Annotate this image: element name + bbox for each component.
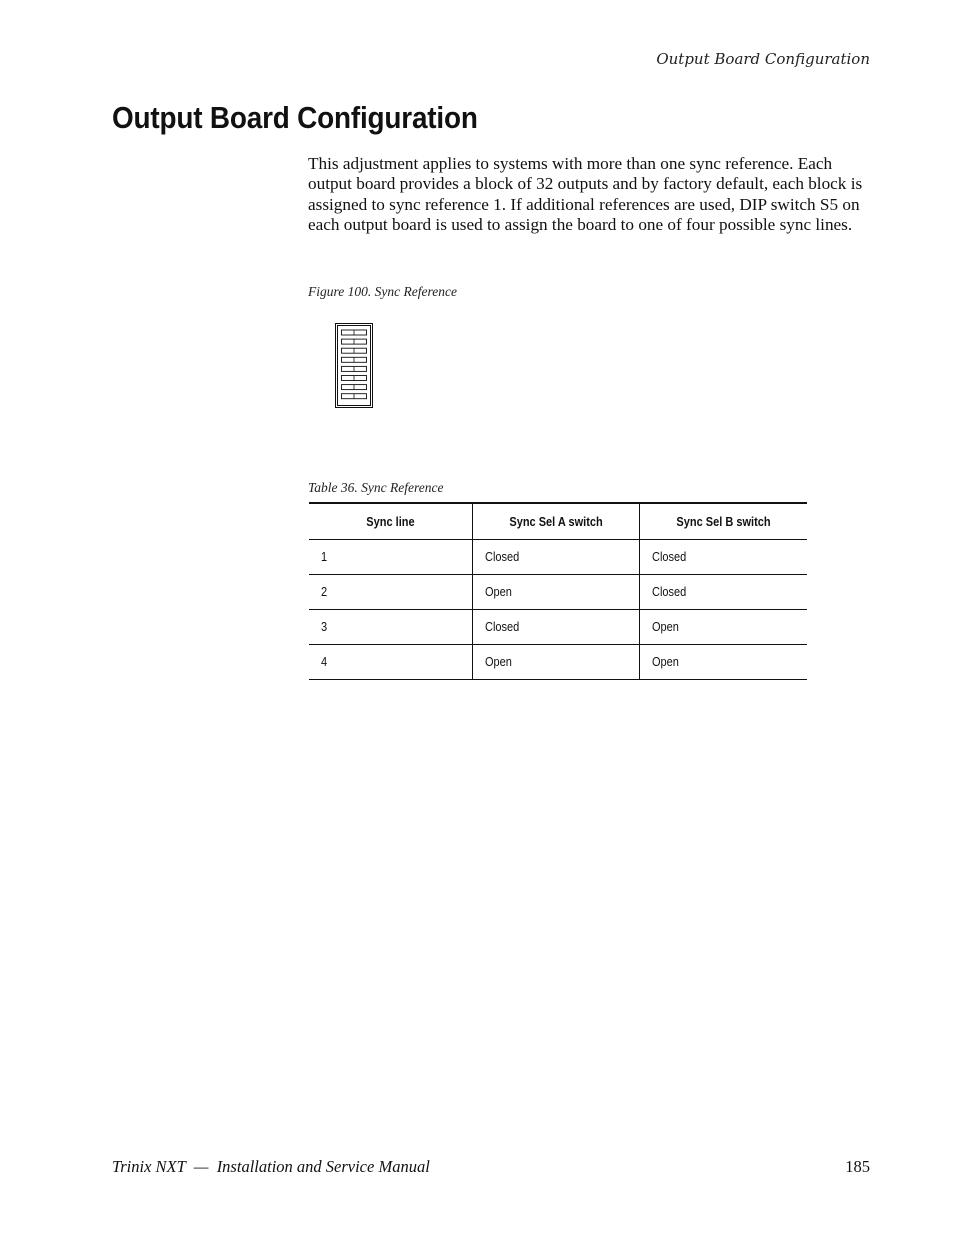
- cell-sync-line: 3: [309, 610, 473, 645]
- footer-manual-title: Trinix NXT — Installation and Service Manual: [112, 1157, 430, 1176]
- table-row: [309, 575, 807, 610]
- cell-sync-sel-a: Open: [473, 645, 640, 680]
- cell-sync-line: 1: [309, 540, 473, 575]
- table-row: [309, 645, 807, 680]
- running-header: Output Board Configuration: [656, 50, 870, 68]
- column-header-sync-sel-b: Sync Sel B switch: [640, 503, 807, 540]
- table-row: [309, 610, 807, 645]
- table-header-row: [309, 503, 807, 540]
- cell-sync-sel-b: Closed: [640, 575, 807, 610]
- sync-reference-table: [309, 502, 807, 680]
- column-header-sync-line: Sync line: [309, 503, 473, 540]
- dip-switch-drawing: [335, 323, 375, 409]
- page-title: Output Board Configuration: [112, 100, 478, 135]
- footer-page-number: 185: [845, 1157, 870, 1176]
- cell-sync-sel-a: Open: [473, 575, 640, 610]
- intro-paragraph: This adjustment applies to systems with more than one sync reference. Each output board provides a block of 32 outputs and by factory default, each block is assigned to sync reference 1. If additional references are used, DIP switch S5 on each output board is used to assign the board to one of four possible sync lines.: [308, 154, 863, 234]
- cell-sync-line: 4: [309, 645, 473, 680]
- cell-sync-sel-a: Closed: [473, 540, 640, 575]
- cell-sync-sel-a: Closed: [473, 610, 640, 645]
- cell-sync-sel-b: Open: [640, 645, 807, 680]
- cell-sync-sel-b: Closed: [640, 540, 807, 575]
- table-caption: Table 36. Sync Reference: [308, 480, 444, 495]
- table-row: [309, 540, 807, 575]
- cell-sync-line: 2: [309, 575, 473, 610]
- dip-switch-figure: [335, 323, 375, 414]
- cell-sync-sel-b: Open: [640, 610, 807, 645]
- figure-caption: Figure 100. Sync Reference: [308, 284, 457, 299]
- column-header-sync-sel-a: Sync Sel A switch: [473, 503, 640, 540]
